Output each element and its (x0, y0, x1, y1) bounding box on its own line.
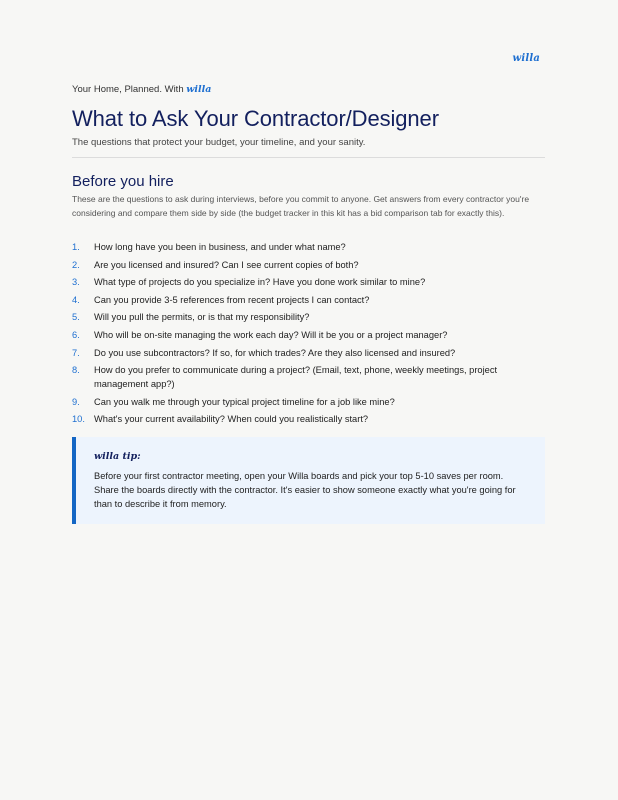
question-number: 6. (72, 329, 80, 340)
question-number: 4. (72, 294, 80, 305)
section-intro: These are the questions to ask during interviews, before you commit to anyone. Get answers from every contractor you're considering and compare them side by side (the budget tracker in this kit has a bid comparison tab for exactly this). (72, 194, 530, 218)
question-number: 9. (72, 396, 80, 407)
tip-text: Before your first contractor meeting, open your Willa boards and pick your top 5-10 saves per room. Share the boards directly with the contractor. It's easier to show someone exactly what you're going for than to describe it from memory. (94, 471, 516, 509)
brand-logo: willa (512, 53, 540, 64)
page-subtitle: The questions that protect your budget, your timeline, and your sanity. (72, 137, 366, 148)
kicker (72, 84, 211, 95)
question-text: What's your current availability? When could you realistically start? (94, 414, 369, 425)
question-text: Do you use subcontractors? If so, for which trades? Are they also licensed and insured? (94, 347, 456, 358)
divider (72, 157, 545, 158)
question-item (72, 363, 545, 391)
question-list (72, 240, 545, 430)
question-number: 3. (72, 277, 80, 288)
question-text: Are you licensed and insured? Can I see current copies of both? (94, 259, 359, 270)
section-heading: Before you hire (72, 173, 174, 190)
question-text: Will you pull the permits, or is that my responsibility? (94, 312, 310, 323)
question-text: How do you prefer to communicate during a project? (Email, text, phone, weekly meetings, project management app?) (94, 365, 498, 390)
question-text: What type of projects do you specialize in? Have you done work similar to mine? (94, 277, 426, 288)
question-item (72, 328, 545, 342)
question-number: 5. (72, 312, 80, 323)
question-text: Can you walk me through your typical project timeline for a job like mine? (94, 396, 395, 407)
question-item (72, 293, 545, 307)
question-item (72, 346, 545, 360)
question-text: How long have you been in business, and under what name? (94, 242, 346, 252)
question-item (72, 258, 545, 272)
question-item (72, 395, 545, 409)
question-text: Can you provide 3-5 references from recent projects I can contact? (94, 294, 370, 305)
tip-label: willa tip: (94, 451, 141, 462)
question-number: 8. (72, 365, 80, 376)
question-item (72, 310, 545, 324)
kicker-brand: willa (186, 84, 212, 95)
page-title: What to Ask Your Contractor/Designer (72, 106, 439, 131)
question-item (72, 275, 545, 289)
question-number: 2. (72, 259, 80, 270)
question-number: 1. (72, 242, 80, 252)
question-item (72, 412, 545, 426)
tip-box (72, 437, 545, 524)
question-text: Who will be on-site managing the work each day? Will it be you or a project manager? (94, 329, 448, 340)
question-number: 10. (72, 414, 85, 425)
question-number: 7. (72, 347, 80, 358)
kicker-text: Your Home, Planned. With (72, 84, 184, 95)
question-item (72, 240, 545, 254)
